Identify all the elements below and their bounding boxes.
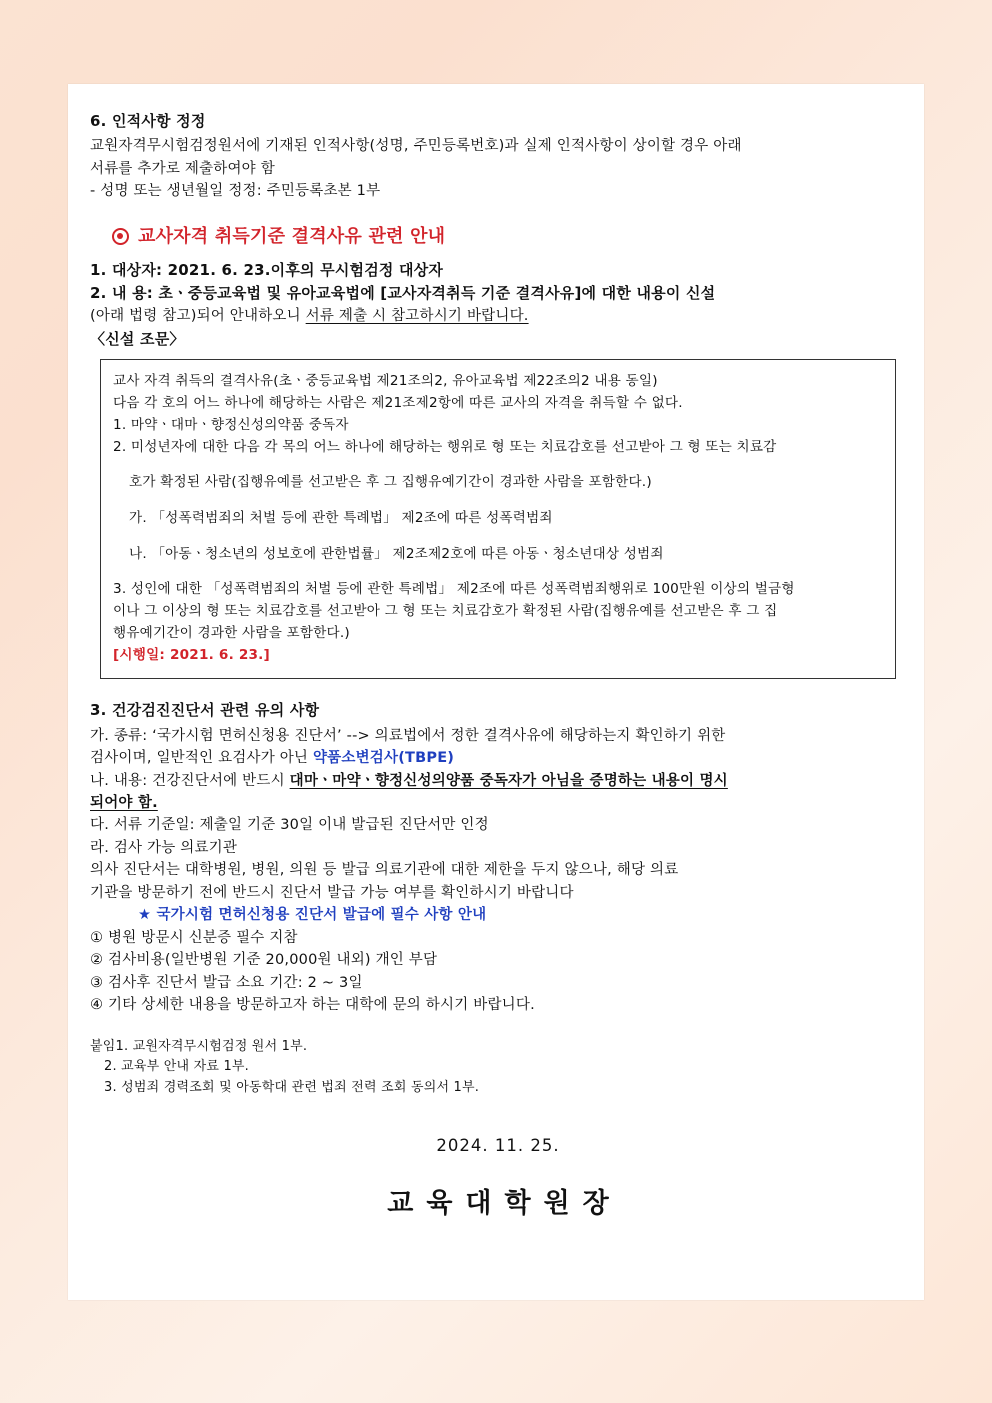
law-line-1: 교사 자격 취득의 결격사유(초ㆍ중등교육법 제21조의2, 유아교육법 제22조의2 내용 동일) bbox=[113, 372, 658, 389]
spacer bbox=[90, 679, 906, 699]
section-3-ra-line-1: 의사 진단서는 대학병원, 병원, 의원 등 발급 의료기관에 대한 제한을 두지 않으나, 해당 의료 bbox=[90, 862, 679, 879]
law-line-5: 호가 확정된 사람(집행유예를 선고받은 후 그 집행유예기간이 경과한 사람을 포함한다.) bbox=[129, 474, 652, 491]
section-3-na-line-2: 되어야 함. bbox=[90, 794, 158, 811]
notice-item-2-text: (아래 법령 참고)되어 안내하오니 bbox=[90, 308, 306, 325]
section-3-ga-line-1: 가. 종류: ‘국가시험 면허신청용 진단서’ --> 의료법에서 정한 결격사유에 해당하는지 확인하기 위한 bbox=[90, 727, 726, 744]
required-item-2: ② 검사비용(일반병원 기준 20,000원 내외) 개인 부담 bbox=[90, 952, 438, 969]
section-6-line-3: - 성명 또는 생년월일 정정: 주민등록초본 1부 bbox=[90, 183, 381, 200]
attachment-list bbox=[90, 1037, 906, 1099]
new-clause-label: 〈신설 조문〉 bbox=[90, 329, 185, 348]
red-notice-heading bbox=[112, 223, 906, 251]
required-item-4: ④ 기타 상세한 내용을 방문하고자 하는 대학에 문의 하시기 바랍니다. bbox=[90, 997, 535, 1014]
ga-line-2-text: 검사이며, 일반적인 요검사가 아닌 bbox=[90, 750, 313, 767]
law-clause-box bbox=[100, 359, 896, 680]
target-bullet-icon bbox=[112, 228, 129, 245]
document-date: 2024. 11. 25. bbox=[436, 1136, 560, 1156]
notice-item-2-line-2 bbox=[90, 305, 906, 327]
notice-item-2-line-1: 2. 내 용: 초ㆍ중등교육법 및 유아교육법에 [교사자격취득 기준 결격사유]에 대한 내용이 신설 bbox=[90, 283, 716, 302]
na-line-1-emphasis: 대마ㆍ마약ㆍ향정신성의양품 중독자가 아님을 증명하는 내용이 명시 bbox=[289, 772, 728, 789]
section-6-line-1: 교원자격무시험검정원서에 기재된 인적사항(성명, 주민등록번호)과 실제 인적사항이 상이할 경우 아래 bbox=[90, 138, 742, 155]
law-line-4: 2. 미성년자에 대한 다음 각 목의 어느 하나에 해당하는 행위로 형 또는 치료감호를 선고받아 그 형 또는 치료감 bbox=[113, 438, 777, 455]
required-items-heading: ★ 국가시험 면허신청용 진단서 발급에 필수 사항 안내 bbox=[138, 907, 487, 924]
law-line-8: 3. 성인에 대한 「성폭력범죄의 처벌 등에 관한 특례법」 제2조에 따른 성폭력범죄행위로 100만원 이상의 벌금형 bbox=[113, 581, 795, 598]
tbpe-highlight: 약품소변검사(TBPE) bbox=[312, 750, 455, 767]
section-6-line-2: 서류를 추가로 제출하여야 함 bbox=[90, 160, 275, 177]
spacer bbox=[90, 251, 906, 259]
law-line-2: 다음 각 호의 어느 하나에 해당하는 사람은 제21조제2항에 따른 교사의 자격을 취득할 수 없다. bbox=[113, 394, 683, 411]
section-3-na-line-1 bbox=[90, 770, 906, 792]
section-3-ra-line-2: 기관을 방문하기 전에 반드시 진단서 발급 가능 여부를 확인하시기 바랍니다 bbox=[90, 884, 574, 901]
law-effective-date: [시행일: 2021. 6. 23.] bbox=[113, 647, 270, 664]
required-item-3: ③ 검사후 진단서 발급 소요 기간: 2 ~ 3일 bbox=[90, 974, 363, 991]
spacer bbox=[90, 1017, 906, 1037]
na-line-1-text: 나. 내용: 건강진단서에 반드시 bbox=[90, 772, 290, 789]
section-3-da: 다. 서류 기준일: 제출일 기준 30일 이내 발급된 진단서만 인정 bbox=[90, 817, 489, 834]
law-line-3: 1. 마약ㆍ대마ㆍ향정신성의약품 중독자 bbox=[113, 416, 349, 433]
required-item-1: ① 병원 방문시 신분증 필수 지참 bbox=[90, 929, 298, 946]
attachment-1: 붙임1. 교원자격무시험검정 원서 1부. bbox=[90, 1038, 308, 1054]
law-line-9: 이나 그 이상의 형 또는 치료감호를 선고받아 그 형 또는 치료감호가 확정된 사람(집행유예를 선고받은 후 그 집 bbox=[113, 603, 778, 620]
attachment-2: 2. 교육부 안내 자료 1부. bbox=[104, 1059, 249, 1075]
notice-item-2-underline: 서류 제출 시 참고하시기 바랍니다. bbox=[305, 308, 529, 325]
document-page bbox=[68, 84, 924, 1300]
section-3-ga-line-2 bbox=[90, 747, 906, 769]
law-line-7: 나. 「아동ㆍ청소년의 성보호에 관한법률」 제2조제2호에 따른 아동ㆍ청소년대상 성범죄 bbox=[129, 545, 664, 562]
section-3-heading: 3. 건강검진진단서 관련 유의 사항 bbox=[90, 701, 320, 720]
document-content bbox=[90, 110, 906, 1251]
spacer bbox=[90, 203, 906, 223]
section-3-ra: 라. 검사 가능 의료기관 bbox=[90, 839, 238, 856]
attachment-3: 3. 성범죄 경력조회 및 아동학대 관련 법죄 전력 조회 동의서 1부. bbox=[104, 1080, 480, 1096]
notice-item-1: 1. 대상자: 2021. 6. 23.이후의 무시험검정 대상자 bbox=[90, 260, 444, 279]
document-signer: 교육대학원장 bbox=[387, 1187, 622, 1219]
law-line-6: 가. 「성폭력범죄의 처벌 등에 관한 특례법」 제2조에 따른 성폭력범죄 bbox=[129, 510, 553, 527]
law-line-10: 행유예기간이 경과한 사람을 포함한다.) bbox=[113, 625, 350, 642]
section-6-heading: 6. 인적사항 정정 bbox=[90, 112, 206, 130]
red-notice-title: 교사자격 취득기준 결격사유 관련 안내 bbox=[138, 225, 446, 247]
